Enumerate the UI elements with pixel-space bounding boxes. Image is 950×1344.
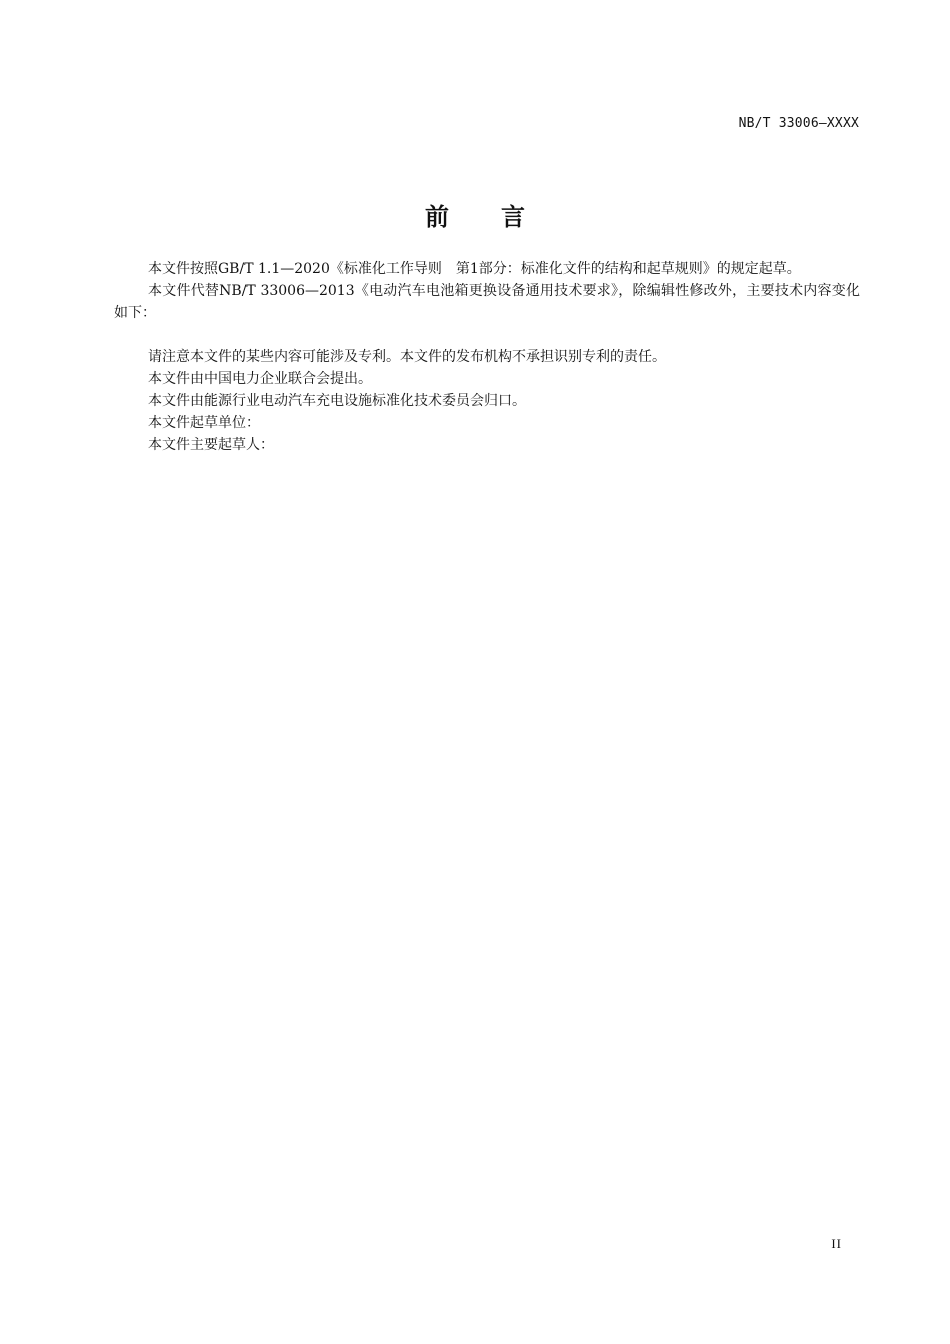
paragraph-patent-notice: 请注意本文件的某些内容可能涉及专利。本文件的发布机构不承担识别专利的责任。 (148, 349, 666, 365)
blank-line (114, 324, 860, 346)
paragraph-drafters: 本文件主要起草人： (148, 437, 274, 453)
paragraph-proposer: 本文件由中国电力企业联合会提出。 (148, 371, 372, 387)
paragraph-responsible-committee: 本文件由能源行业电动汽车充电设施标准化技术委员会归口。 (148, 393, 526, 409)
standard-code: NB/T 33006—XXXX (738, 116, 859, 131)
page-title: 前言 (425, 203, 577, 231)
paragraph-drafting-units: 本文件起草单位： (148, 415, 260, 431)
preface-body (114, 258, 860, 456)
paragraph-drafting-basis: 本文件按照GB/T 1.1—2020《标准化工作导则 第1部分：标准化文件的结构和起草规则》的规定起草。 (148, 261, 801, 277)
paragraph-replacement-notice: 本文件代替NB/T 33006—2013《电动汽车电池箱更换设备通用技术要求》，除编辑性修改外，主要技术内容变化如下： (114, 283, 860, 321)
page-number: II (831, 1236, 842, 1251)
